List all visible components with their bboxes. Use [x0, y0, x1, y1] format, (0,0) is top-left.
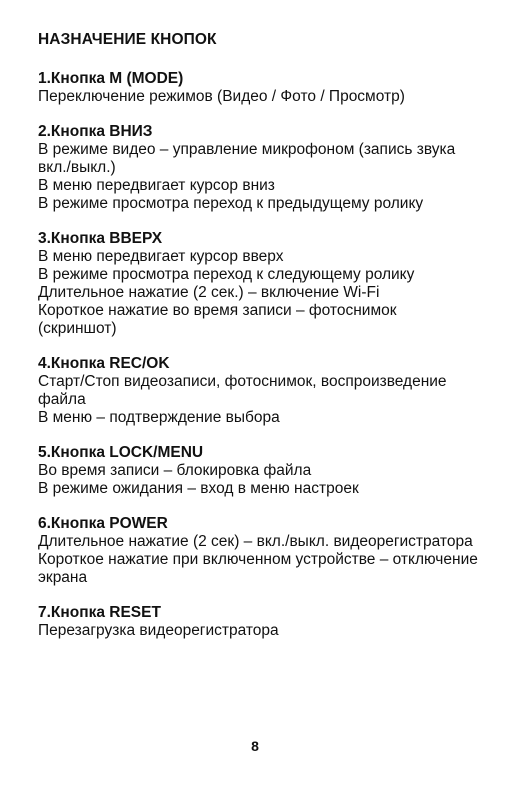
section-mode-button	[38, 70, 500, 106]
section-heading: 5.Кнопка LOCK/MENU	[38, 444, 204, 461]
section-text-line: В меню передвигает курсор вниз	[38, 177, 275, 194]
section-heading: 6.Кнопка POWER	[38, 515, 168, 532]
section-text-line: Старт/Стоп видеозаписи, фотоснимок, воспроизведение	[38, 373, 447, 390]
document-page	[38, 30, 500, 657]
section-reset-button	[38, 604, 500, 640]
section-text-line: В режиме просмотра переход к предыдущему ролику	[38, 195, 424, 212]
section-text-line: Переключение режимов (Видео / Фото / Просмотр)	[38, 88, 405, 105]
section-up-button	[38, 230, 500, 338]
page-number: 8	[251, 738, 259, 754]
section-text-line: (скриншот)	[38, 320, 117, 337]
section-text-line: В режиме видео – управление микрофоном (запись звука	[38, 141, 456, 158]
section-heading: 4.Кнопка REC/OK	[38, 355, 170, 372]
section-text-line: экрана	[38, 569, 88, 586]
section-down-button	[38, 123, 500, 213]
section-heading: 7.Кнопка RESET	[38, 604, 161, 621]
section-text-line: В меню передвигает курсор вверх	[38, 248, 284, 265]
section-text-line: Длительное нажатие (2 сек.) – включение Wi-Fi	[38, 284, 380, 301]
section-heading: 3.Кнопка ВВЕРХ	[38, 230, 163, 247]
section-power-button	[38, 515, 500, 587]
section-text-line: Короткое нажатие во время записи – фотоснимок	[38, 302, 397, 319]
section-heading: 2.Кнопка ВНИЗ	[38, 123, 153, 140]
section-heading: 1.Кнопка М (MODE)	[38, 70, 184, 87]
section-text-line: Во время записи – блокировка файла	[38, 462, 312, 479]
document-title: НАЗНАЧЕНИЕ КНОПОК	[38, 31, 217, 48]
section-text-line: вкл./выкл.)	[38, 159, 116, 176]
section-rec-ok-button	[38, 355, 500, 427]
section-text-line: Короткое нажатие при включенном устройстве – отключение	[38, 551, 478, 568]
section-text-line: файла	[38, 391, 86, 408]
section-text-line: Длительное нажатие (2 сек) – вкл./выкл. видеорегистратора	[38, 533, 473, 550]
section-text-line: Перезагрузка видеорегистратора	[38, 622, 279, 639]
section-text-line: В меню – подтверждение выбора	[38, 409, 280, 426]
section-lock-menu-button	[38, 444, 500, 498]
section-text-line: В режиме просмотра переход к следующему ролику	[38, 266, 415, 283]
section-text-line: В режиме ожидания – вход в меню настроек	[38, 480, 359, 497]
